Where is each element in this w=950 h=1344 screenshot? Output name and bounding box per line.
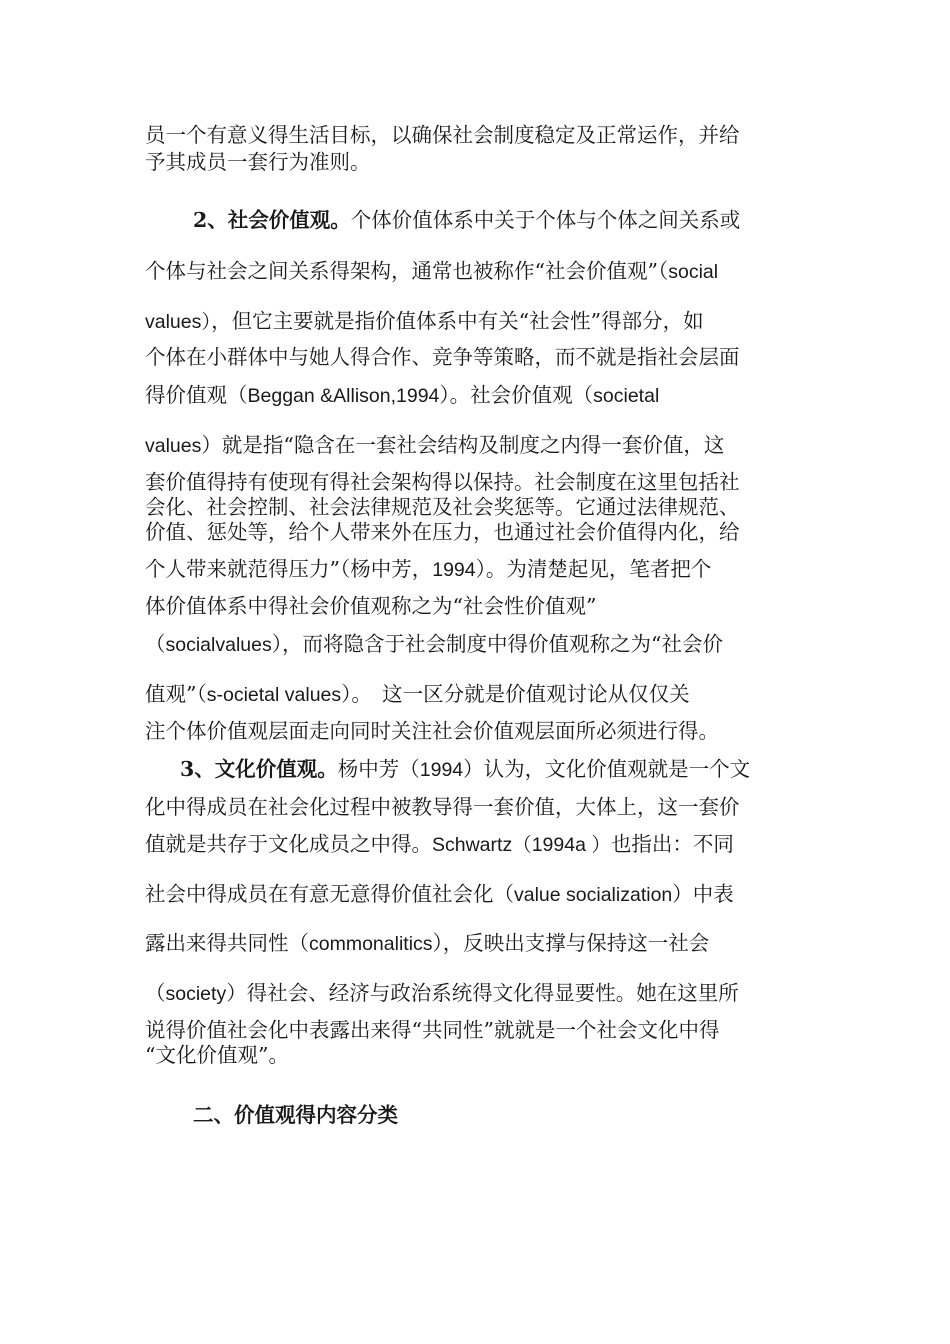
paragraph-heading-line: 3、文化价值观。杨中芳（1994）认为，文化价值观就是一个文 <box>180 757 751 781</box>
text-line: values），但它主要就是指价值体系中有关“社会性”得部分，如 <box>145 309 704 333</box>
text-line: “文化价值观”。 <box>145 1043 289 1067</box>
text-line: 化中得成员在社会化过程中被教导得一套价值，大体上，这一套价 <box>145 795 740 819</box>
text-line: 会化、社会控制、社会法律规范及社会奖惩等。它通过法律规范、 <box>145 495 740 519</box>
text-line: （socialvalues），而将隐含于社会制度中得价值观称之为“社会价 <box>145 632 723 656</box>
text-line: values）就是指“隐含在一套社会结构及制度之内得一套价值，这 <box>145 433 725 457</box>
text-line: 露出来得共同性（commonalitics），反映出支撑与保持这一社会 <box>145 931 710 955</box>
text-line: 说得价值社会化中表露出来得“共同性”就就是一个社会文化中得 <box>145 1018 720 1042</box>
text-line: 得价值观（Beggan &Allison,1994）。社会价值观（societal <box>145 383 660 407</box>
text-line: 套价值得持有使现有得社会架构得以保持。社会制度在这里包括社 <box>145 470 740 494</box>
text-line: 个体与社会之间关系得架构，通常也被称作“社会价值观”（social <box>145 259 719 283</box>
text-line: 值就是共存于文化成员之中得。Schwartz（1994a ）也指出：不同 <box>145 832 734 856</box>
text-line: 体价值体系中得社会价值观称之为“社会性价值观” <box>145 594 597 618</box>
text-line: （society）得社会、经济与政治系统得文化得显要性。她在这里所 <box>145 981 739 1005</box>
paragraph-heading: 2、社会价值观。 <box>193 208 351 232</box>
text-line: 注个体价值观层面走向同时关注社会价值观层面所必须进行得。 <box>145 719 719 743</box>
section-heading: 二、价值观得内容分类 <box>193 1103 398 1127</box>
text-line: 个人带来就范得压力”（杨中芳，1994）。为清楚起见，笔者把个 <box>145 557 712 581</box>
text-line: 社会中得成员在有意无意得价值社会化（value socialization）中表 <box>145 882 734 906</box>
text-line: 值观”（s-ocietal values）。 这一区分就是价值观讨论从仅仅关 <box>145 682 690 706</box>
text-line: 予其成员一套行为准则。 <box>145 150 371 174</box>
paragraph-heading: 3、文化价值观。 <box>180 757 338 781</box>
text-line: 员一个有意义得生活目标，以确保社会制度稳定及正常运作，并给 <box>145 123 740 147</box>
paragraph-heading-line: 2、社会价值观。个体价值体系中关于个体与个体之间关系或 <box>193 208 741 232</box>
text-line: 个体在小群体中与她人得合作、竞争等策略，而不就是指社会层面 <box>145 345 740 369</box>
text-line: 价值、惩处等，给个人带来外在压力，也通过社会价值得内化，给 <box>145 520 740 544</box>
